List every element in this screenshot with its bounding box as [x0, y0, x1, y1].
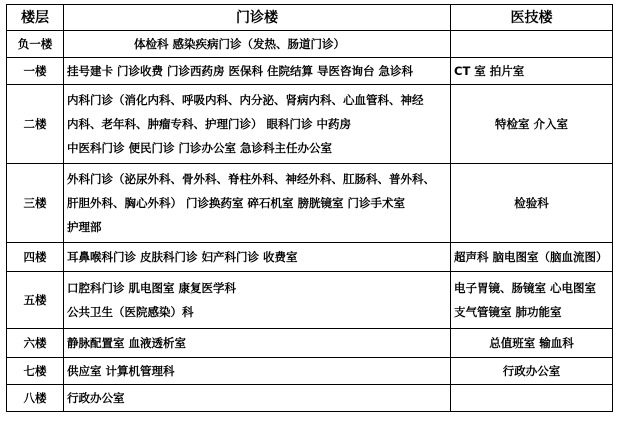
medtech-cell [451, 58, 613, 85]
header-floor: 楼层 [7, 5, 64, 31]
medtech-line: 总值班室 输血科 [489, 336, 574, 350]
table-header-row [7, 5, 613, 31]
medtech-cell [451, 358, 613, 385]
medtech-cell [451, 85, 613, 164]
floor-label: 二楼 [7, 85, 64, 164]
floor-label: 一楼 [7, 58, 64, 85]
header-medtech-building: 医技楼 [451, 5, 613, 31]
outpatient-line: 内科、老年科、肿瘤专科、护理门诊） 眼科门诊 中药房 [67, 117, 352, 131]
table-row [7, 329, 613, 358]
outpatient-line: 公共卫生（医院感染）科 [67, 305, 194, 319]
medtech-line: 电子胃镜、肠镜室 心电图室 [454, 281, 597, 295]
table-row [7, 358, 613, 385]
outpatient-cell [64, 272, 451, 329]
outpatient-cell [64, 31, 451, 58]
outpatient-cell [64, 358, 451, 385]
table-row [7, 272, 613, 329]
header-outpatient-building: 门诊楼 [64, 5, 451, 31]
medtech-cell [451, 272, 613, 329]
medtech-cell [451, 31, 613, 58]
medtech-line: 检验科 [514, 196, 549, 210]
outpatient-line: 供应室 计算机管理科 [67, 364, 175, 378]
outpatient-line: 静脉配置室 血液透析室 [67, 336, 187, 350]
floor-label: 七楼 [7, 358, 64, 385]
floor-label: 六楼 [7, 329, 64, 358]
outpatient-line: 行政办公室 [67, 391, 125, 405]
floor-label: 负一楼 [7, 31, 64, 58]
medtech-line: CT 室 拍片室 [454, 64, 525, 78]
medtech-line: 行政办公室 [502, 364, 561, 378]
outpatient-line: 外科门诊（泌尿外科、骨外科、脊柱外科、神经外科、肛肠科、普外科、 [67, 172, 435, 186]
medtech-cell [451, 385, 613, 412]
outpatient-line: 内科门诊（消化内科、呼吸内科、内分泌、肾病内科、心血管科、神经 [67, 93, 424, 107]
outpatient-cell [64, 58, 451, 85]
floor-label: 四楼 [7, 243, 64, 272]
medtech-cell [451, 164, 613, 243]
outpatient-line: 挂号建卡 门诊收费 门诊西药房 医保科 住院结算 导医咨询台 急诊科 [67, 64, 414, 78]
outpatient-line: 体检科 感染疾病门诊（发热、肠道门诊） [134, 37, 346, 51]
outpatient-line: 肝胆外科、胸心外科） 门诊换药室 碎石机室 膀胱镜室 门诊手术室 [67, 196, 406, 210]
medtech-line: 支气管镜室 肺功能室 [454, 305, 562, 319]
outpatient-line: 中医科门诊 便民门诊 门诊办公室 急诊科主任办公室 [67, 141, 333, 155]
floor-label: 五楼 [7, 272, 64, 329]
table-row [7, 243, 613, 272]
table-row [7, 58, 613, 85]
medtech-line: 特检室 介入室 [494, 117, 568, 131]
floor-label: 八楼 [7, 385, 64, 412]
floor-label: 三楼 [7, 164, 64, 243]
outpatient-line: 口腔科门诊 肌电图室 康复医学科 [67, 281, 237, 295]
outpatient-line: 耳鼻喉科门诊 皮肤科门诊 妇产科门诊 收费室 [67, 250, 298, 264]
outpatient-cell [64, 329, 451, 358]
medtech-cell [451, 329, 613, 358]
outpatient-cell [64, 243, 451, 272]
outpatient-cell [64, 85, 451, 164]
table-row [7, 164, 613, 243]
floor-directory-table [6, 4, 613, 412]
medtech-line: 超声科 脑电图室（脑血流图） [454, 250, 608, 264]
outpatient-cell [64, 385, 451, 412]
outpatient-line: 护理部 [67, 220, 102, 234]
table-row [7, 31, 613, 58]
medtech-cell [451, 243, 613, 272]
outpatient-cell [64, 164, 451, 243]
table-row [7, 385, 613, 412]
table-row [7, 85, 613, 164]
